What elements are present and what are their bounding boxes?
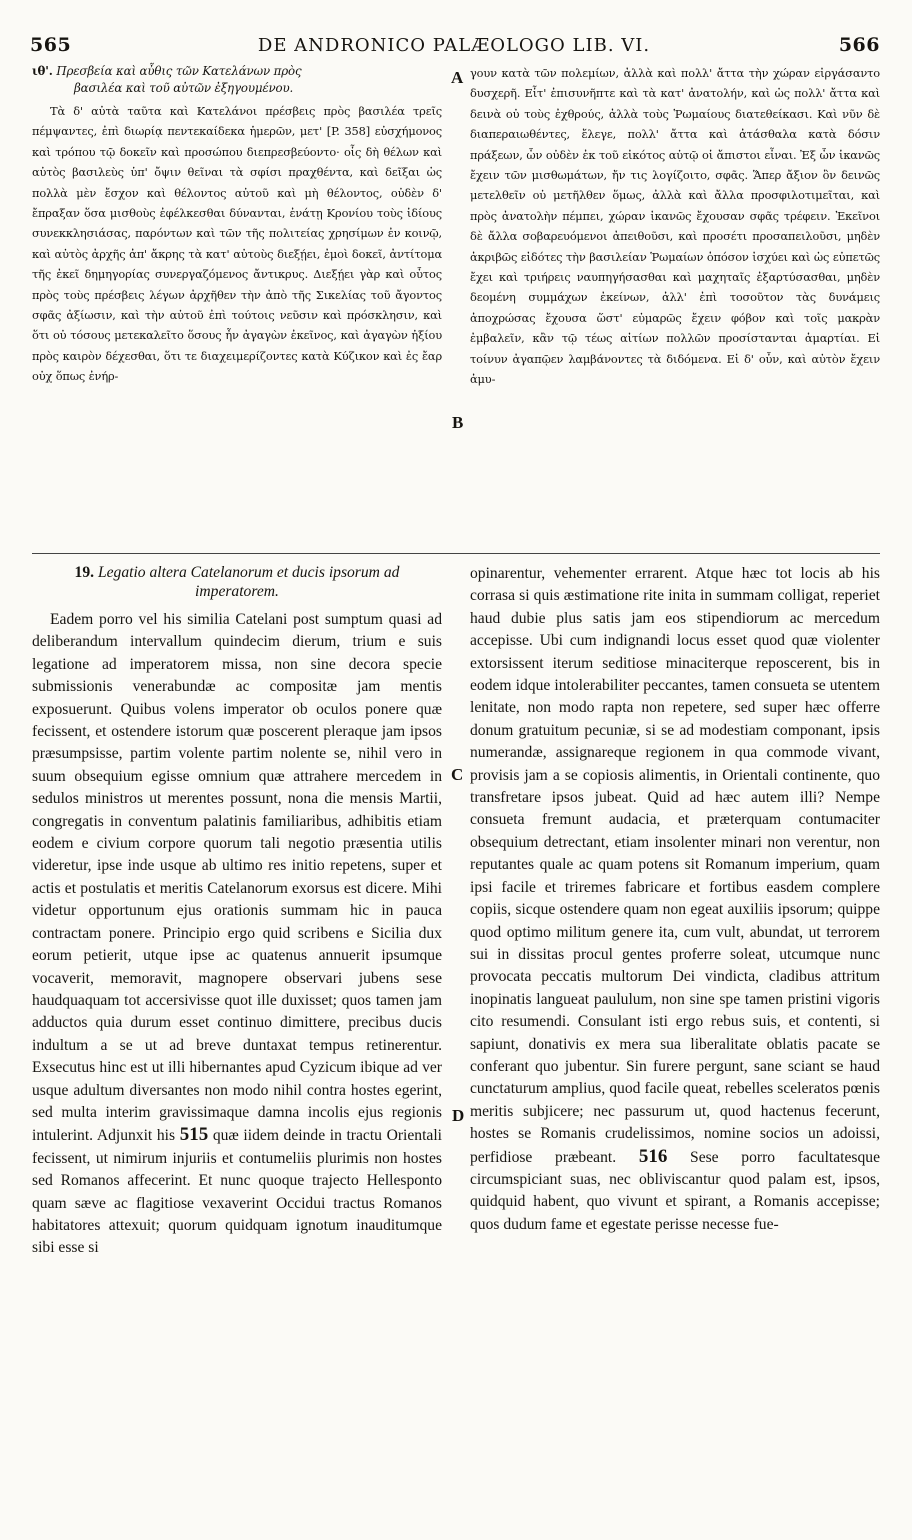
greek-paragraph-left: Τὰ δ' αὐτὰ ταῦτα καὶ Κατελάνοι πρέσβεις πρὸς βασιλέα τρεῖς πέμψαντες, ἐπὶ διωρίᾳ πεντεκαίδεκα ἡμερῶν, μετ' [P. 358] εὐσχήμονος καὶ τρόπου τῷ δοκεῖν καὶ προσώπου διεπρεσβεύοντο· οἷς δὴ θέλων καὶ αὐτὸς βασιλεὺς ὑπ' ὄψιν θεῖναι τὰ σφίσι πραχθέντα, καὶ δεῖξαι ὡς πολλὰ μὲν ἔσχον καὶ θέλοντος αὐτοῦ καὶ μὴ θέλοντος, οὐδὲν δ' ἔπραξαν ὅσα μισθοὺς ἐφέλκεσθαι δύνανται, ἐνάτῃ Κρονίου τοὺς ἰδίους συνεκκλησιάσας, παρόντων καὶ τῶν τῆς πολιτείας χρησίμων ἐν κοινῷ, καὶ αὐτὸς ἀρχῆς ἀπ' ἄκρης τὰ κατ' αὐτοὺς διεξῄει, ἐμοὶ δοκεῖ, ἀντίτομα τῆς ἐκεῖ δημηγορίας συνεργαζόμενος ἄντικρυς. Διεξῄει γὰρ καὶ οὗτος πρὸς τοὺς πρέσβεις λέγων ἀρχῆθεν τὴν ἀπὸ τῆς Σικελίας τοῦ ἄγοντος σφᾶς ἀξίωσιν, καὶ τὴν αὐτοῦ ἐπὶ τούτοις νεῦσιν καὶ πρόσκλησιν, καὶ ὅτι οὐ τόσους μετεκαλεῖτο ὅσους ἦν ἀγαγὼν ἐκεῖνος, καὶ ἀγαγὼν ἠξίου πρὸς καιρὸν δέχεσθαι, ὅτι τε διαχειμερίζοντες κατὰ Κύζικον καὶ ἐς ἔαρ οὐχ ὅπως ἐνήρ- <box>32 104 442 384</box>
page-marker-516: 516 <box>638 1145 668 1167</box>
page-marker-515: 515 <box>179 1124 209 1146</box>
latin-column-right <box>470 563 880 1236</box>
margin-letter-a: A <box>451 68 464 87</box>
greek-heading-line-1: Πρεσβεία καὶ αὖθις τῶν Κατελάνων πρὸς <box>56 64 302 78</box>
latin-paragraph-right <box>470 563 880 1236</box>
greek-paragraph-right: γουν κατὰ τῶν πολεμίων, ἀλλὰ καὶ πολλ' ἄττα τὴν χώραν εἰργάσαντο δυσχερῆ. Εἶτ' ἐπισυνῆπτε καὶ τὰ κατ' ἀνατολήν, καὶ ὡς πολλ' ἄττα καὶ δεινὰ οὐ τοὺς ἐχθρούς, ἀλλὰ τοὺς Ῥωμαίους διατεθείκασι. Καὶ νῦν δὲ διαπεραιωθέντες, ἔλεγε, πολλ' ἄττα καὶ ἀτάσθαλα κατὰ δόσιν πράξεων, ὧν οὐδὲν ἐκ τοῦ εἰκότος αὐτῷ οἱ ἄπιστοι εἶναι. Ἐξ ὧν ἱκανῶς ἔχειν τῶν μισθωμάτων, ἤν τις λογίζοιτο, σφᾶς. Ἅπερ ἄξιον ὂν δεινῶς μετελθεῖν οὐ μετῆλθεν ὅμως, ἀλλὰ καὶ ἄλλα προσφιλοτιμεῖται, καὶ πρὸς ἀνατολὴν πέμπει, χώραν ἱκανῶς ἔχουσαν σφᾶς τρέφειν. Ἐκεῖνοι δὲ ἄλλα σοβαρευόμενοι ἀπειθοῦσι, καὶ προσέτι προσαπειλοῦσι, μηδὲν ἀκριβῶς εἰδότες τὴν βασιλείαν Ῥωμαίων ὁπόσον ἰσχύει καὶ ὡς εὐπετῶς ἔχει καὶ τριήρεις ναυπηγήσασθαι καὶ μαχηταῖς ἐξαρτύσασθαι, μηδὲν δεομένη συμμάχων ἐκείνων, ἀλλ' ἐπὶ τοσοῦτον τὰς δυνάμεις ἀποχρώσας ἔχουσα ὥστ' εὐμαρῶς ἔχειν φόβον καὶ τοῖς μακρὰν ἐμβαλεῖν, κἂν τῷ τέως αἰτίων πολλῶν προσίστανται ἁμαρτίαι. Εἰ τοίνυν ἀγαπῷεν λαμβάνοντες τὰ διδόμενα. Εἰ δ' οὖν, καὶ αὐτὸν ἔχειν ἀμυ- <box>470 66 880 387</box>
running-header <box>28 34 880 62</box>
margin-letter-d: D <box>452 1106 465 1125</box>
greek-column-right <box>470 63 880 390</box>
margin-letter-c: C <box>451 765 464 784</box>
latin-section-number: 19. <box>74 564 95 581</box>
latin-left-text-part-2: quæ iidem deinde in tractu Orientali fecissent, ut nimirum injuriis et contumeliis plurimis non hostes sed Romanos affecerint. Et nunc quoque trajecto Hellesponto quam sæve ac flagitiose vexaverint Occidui tractus Romanos habitatores attexuit; quorum quidquam ignotum inauditumque sibi esse si <box>32 1127 443 1257</box>
greek-heading-line-2: βασιλέα καὶ τοῦ αὐτῶν ἐξηγουμένου. <box>74 81 294 95</box>
latin-heading-text: Legatio altera Catelanorum et ducis ipsorum ad imperatorem. <box>97 564 400 600</box>
running-title: DE ANDRONICO PALÆOLOGO LIB. VI. <box>257 35 651 56</box>
page-number-left: 565 <box>30 34 72 56</box>
page-number-right: 566 <box>838 34 880 56</box>
latin-paragraph-left <box>32 609 442 1260</box>
latin-left-text-part-1: Eadem porro vel his similia Catelani post sumptum quasi ad deliberandum intervallum quindecim dierum, trium e suis legatione ad imperatorem missa, non sine decora specie submissionis venerabundæ ac compositæ jam mentis exposuerunt. Quibus volens imperator ob oculos ponere quæ fecissent, et ostendere istorum quæ poscerent pleraque jam ipsos præsumpsisse, partim volente partim nolente se, nihil vero in suum obsequium egisse omnium quæ attrahere mercedem in sedulos ministros ut merentes possunt, nona die mensis Martii, congregatis in conventum palatinis familiaribus, adhibitis etiam eodem e civium corpore quorum tali negotio præsentia utilis videretur, ipse inde usque ab ultimo res initio repetens, super et actis et postulatis et meritis Catelanorum exorsus est dicere. Mihi videtur opportunum ejus orationis summam hic in pauca contractam ponere. Principio ergo quid scribens e Sicilia dux eorum petierit, utque ipse ac quatenus annuerit ipsumque vocaverit, memoravit, magnopere observari jubens sese haudquaquam tot accersivisse quot ille duxisset; quos tamen jam adductos quia durum esset continuo dimittere, precibus ducis indultum a se ut ad breve duntaxat tempus retinerentur. Exsecutus hinc est ut illi hibernantes apud Cyzicum ibique ad ver usque adultum diversantes non modo nihil contra hostes egerint, sed multa interim gravissimaque damna incolis ejus regionis intulerint. Adjunxit his <box>32 611 442 1145</box>
greek-column-left <box>32 63 442 387</box>
latin-right-text-part-2: Sese porro facultatesque circumspiciant suas, nec obliviscantur quod palam est, ipsos, quidquid habent, quo vivunt et spirant, a Romanis accepisse; quos dudum fame et egestate perisse necesse fue- <box>470 1148 881 1233</box>
section-divider <box>32 553 880 554</box>
latin-right-text-part-1: opinarentur, vehementer errarent. Atque hæc tot locis ab his corrasa si quis æstimatione rite inita in summam colligat, reperiet haud dubie plus satis jam eos stipendiorum ac mercedum accepisse. Ubi cum indignandi locus esset quod quæ violenter extorsissent iterum seditiose minaciterque reposcerent, bis in eodem idque intolerabiliter peccantes, tamen consueta se utentem lenitate, non modo rapta non repetere, sed super hæc offerre donum gratuitum pecuniæ, si se ad modestiam componant, ipsis numerandæ, assignareque regionem in qua commode vivant, provisis jam a se copiosis alimentis, in Orientali continente, quo transfretare ipsos jubeat. Quid ad hæc autem illi? Nempe consueta fremunt audacia, et præterquam contumaciter obsequium detrectant, etiam insolenter minari non verentur, non reputantes quale ac quam potens sit Romanum imperium, quam ipsi facile et triremes fabricare et fortibus easdem complere copiis, sicque ostendere quam non egeat auxiliis ipsorum; quippe quod optimo militum genere ita, cum vult, abundat, ut terrorem sui in dissitas procul gentes proferre soleat, utcumque nunc provocata peccatis multorum Dei vindicta, cladibus attritum inopinatis langueat paululum, non sine spe tamen pristini vigoris cito resumendi. Consulant isti ergo rebus suis, et contenti, si sapiunt, donativis ex mera sua liberalitate oblatis pacate se conferant quo jubentur. Sin furere pergunt, sane sciant se haud cunctaturum amplius, quod facile queat, rebelles sceleratos pœnis meritis subjicere; nec passurum ut, quod hactenus fecerunt, hostes se Romanis crudelissimos, nomine socios un adoissi, perfidiose præbeant. <box>470 565 880 1166</box>
greek-section-heading <box>32 63 442 97</box>
latin-column-left <box>32 563 442 1260</box>
greek-section-number: ιθ'. <box>32 64 53 78</box>
margin-letter-b: B <box>452 413 464 432</box>
latin-section-heading <box>32 563 442 601</box>
